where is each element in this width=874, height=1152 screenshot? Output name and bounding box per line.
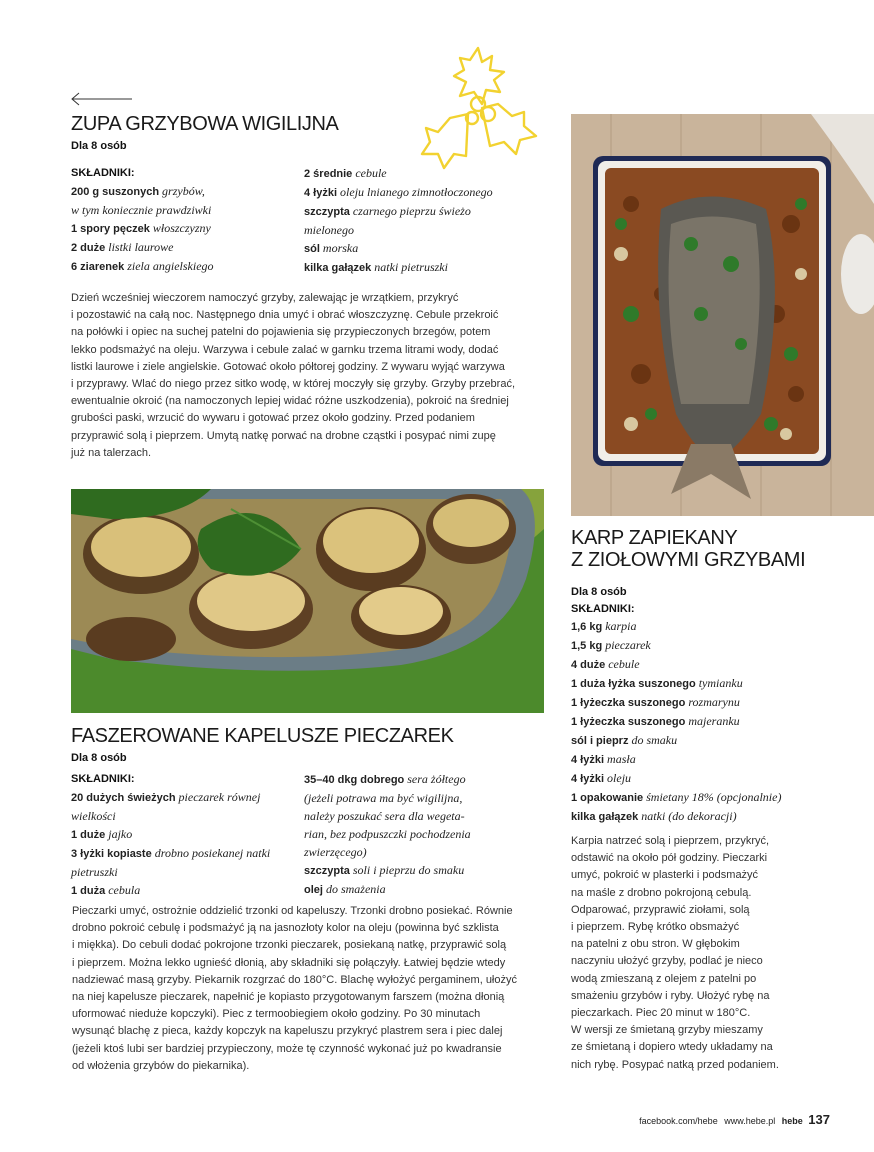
- mushrooms-serves: Dla 8 osób: [71, 752, 127, 764]
- ingredient-amount: 4 łyżki: [304, 187, 338, 199]
- ingredient-line: [71, 238, 214, 257]
- ingredient-amount: 2 duże: [71, 242, 106, 254]
- ingredient-line: [71, 863, 270, 881]
- method-line: i miękka). Do cebuli dodać pokrojone trzonki pieczarek, posiekaną natkę, przyprawić solą: [72, 939, 507, 952]
- ingredient-amount: sól: [304, 243, 320, 255]
- method-line: listki laurowe i ziele angielskie. Gotować około półtorej godziny. Z wywaru wyjąć warzywa: [71, 360, 505, 373]
- ingredient-line: [304, 770, 471, 789]
- ingredient-line: [304, 202, 493, 221]
- ingredient-line: [71, 881, 270, 900]
- method-line: (jeżeli ktoś lubi ser bardziej przypieczony, może tę czynność wykonać już po kwadransie: [72, 1042, 502, 1055]
- ingredient-name: mielonego: [304, 223, 354, 237]
- ingredient-name: (jeżeli potrawa ma być wigilijna,: [304, 791, 463, 805]
- method-line: Karpia natrzeć solą i pieprzem, przykryć,: [571, 835, 770, 847]
- carp-ingredients-label: SKŁADNIKI:: [571, 603, 635, 615]
- ingredient-line: [71, 807, 270, 825]
- carp-method: [571, 833, 779, 1074]
- method-line: W wersji ze śmietaną grzyby mieszamy: [571, 1024, 763, 1037]
- ingredient-name: wielkości: [71, 809, 116, 823]
- soup-method: [71, 290, 515, 462]
- ingredient-name: majeranku: [685, 714, 740, 728]
- ingredient-amount: 1 spory pęczek: [71, 223, 150, 235]
- ingredient-amount: sól i pieprz: [571, 735, 629, 747]
- ingredient-name: natki pietruszki: [371, 260, 448, 274]
- ingredient-line: [571, 674, 781, 693]
- ingredient-name: listki laurowe: [105, 240, 174, 254]
- ingredient-line: [304, 164, 493, 183]
- footer-site[interactable]: www.hebe.pl: [724, 1116, 776, 1126]
- page-number: 137: [808, 1112, 830, 1127]
- ingredient-amount: 4 duże: [571, 659, 606, 671]
- ingredient-name: czarnego pieprzu świeżo: [349, 204, 471, 218]
- ingredient-amount: 1,5 kg: [571, 640, 603, 652]
- method-line: i pieprzem. Można lekko ugnieść dłonią, aby składniki się połączyły. Łatwiej będzie wtedy: [72, 956, 506, 969]
- method-line: Dzień wcześniej wieczorem namoczyć grzyby, zalewając je wrzątkiem, przykryć: [71, 292, 459, 304]
- method-line: na niej kapelusze pieczarek, napełnić je kopiasto przygotowanym farszem (można dłonią: [72, 991, 505, 1004]
- soup-serves: Dla 8 osób: [71, 140, 127, 152]
- method-line: ze śmietaną i dopiero wtedy układamy na: [571, 1041, 773, 1054]
- method-line: umyć, pokroić w plasterki i podsmażyć: [571, 869, 759, 882]
- ingredient-amount: szczypta: [304, 206, 350, 218]
- ingredient-name: cebule: [352, 166, 387, 180]
- ingredient-line: [571, 712, 781, 731]
- ingredient-name: drobno posiekanej natki: [151, 846, 271, 860]
- ingredient-line: [71, 201, 214, 219]
- method-line: pieczarkach. Piec 20 minut w 180°C.: [571, 1007, 751, 1020]
- ingredient-line: [71, 257, 214, 276]
- ingredient-line: [71, 182, 214, 201]
- ingredient-name: rozmarynu: [685, 695, 740, 709]
- ingredient-name: pietruszki: [71, 865, 118, 879]
- method-line: wysunąć blachę z pieca, każdy kopczyk na kapeluszu przykryć plastrem sera i piec dalej: [72, 1025, 503, 1038]
- holly-decoration-icon: [420, 42, 542, 178]
- ingredient-name: ziela angielskiego: [124, 259, 214, 273]
- ingredient-amount: 4 łyżki: [571, 773, 605, 785]
- footer-facebook[interactable]: facebook.com/hebe: [639, 1116, 718, 1126]
- ingredient-line: [304, 789, 471, 807]
- ingredient-name: włoszczyzny: [149, 221, 211, 235]
- method-line: nadziewać masą grzyby. Piekarnik rozgrzać do 180°C. Blachę wyłożyć pergaminem, ułożyć: [72, 973, 517, 986]
- ingredient-name: należy poszukać sera dla wegeta-: [304, 809, 465, 823]
- ingredient-line: [571, 769, 781, 788]
- ingredient-line: [71, 219, 214, 238]
- method-line: już na talerzach.: [71, 446, 152, 459]
- ingredient-name: natki (do dekoracji): [638, 809, 737, 823]
- ingredient-amount: szczypta: [304, 865, 350, 877]
- carp-photo: [571, 114, 874, 516]
- ingredient-amount: 1 duża: [71, 885, 106, 897]
- ingredient-line: [571, 655, 781, 674]
- ingredient-line: [571, 750, 781, 769]
- mushrooms-ingredients-left: [71, 788, 270, 900]
- ingredient-amount: 200 g suszonych: [71, 186, 160, 198]
- ingredient-name: soli i pieprzu do smaku: [349, 863, 465, 877]
- method-line: grubości paski, wrzucić do wywaru i gotować przez około godziny. Przed podaniem: [71, 412, 475, 425]
- method-line: Odparować, przyprawić ziołami, solą: [571, 903, 750, 916]
- method-line: Pieczarki umyć, ostrożnie oddzielić trzonki od kapeluszy. Trzonki drobno posiekać. Równie: [72, 905, 513, 917]
- ingredient-name: pieczarek: [602, 638, 651, 652]
- ingredient-line: [71, 825, 270, 844]
- method-line: i pieprzem. Rybę krótko obsmażyć: [571, 921, 740, 934]
- ingredient-name: jajko: [105, 827, 133, 841]
- ingredient-line: [304, 843, 471, 861]
- ingredient-amount: 3 łyżki kopiaste: [71, 848, 152, 860]
- method-line: na patelni z obu stron. W głębokim: [571, 938, 740, 951]
- ingredient-name: tymianku: [695, 676, 743, 690]
- stuffed-mushrooms-photo: [71, 489, 544, 713]
- ingredient-name: śmietany 18% (opcjonalnie): [643, 790, 782, 804]
- ingredient-amount: 1 opakowanie: [571, 792, 644, 804]
- ingredient-line: [304, 807, 471, 825]
- ingredient-name: oleju: [604, 771, 632, 785]
- method-line: ewentualnie okroić (na namoczonych lepiej widać różne uszkodzenia), pokroić na średniej: [71, 395, 509, 408]
- ingredient-line: [571, 731, 781, 750]
- ingredient-line: [304, 861, 471, 880]
- ingredient-line: [571, 636, 781, 655]
- ingredient-amount: 35–40 dkg dobrego: [304, 774, 405, 786]
- method-line: na połówki i opiec na suchej patelni do pojawienia się przypieczonych brzegów, potem: [71, 326, 491, 339]
- ingredient-amount: 4 łyżki: [571, 754, 605, 766]
- ingredient-amount: 1 łyżeczka suszonego: [571, 697, 686, 709]
- carp-title-line2: Z ZIOŁOWYMI GRZYBAMI: [571, 549, 806, 571]
- stuffed-mushrooms-image: [71, 489, 544, 713]
- ingredient-name: karpia: [602, 619, 637, 633]
- ingredient-amount: 1 łyżeczka suszonego: [571, 716, 686, 728]
- soup-ingredients-left: [71, 182, 214, 276]
- method-line: na maśle z drobno pokrojoną cebulą.: [571, 886, 752, 899]
- ingredient-line: [571, 693, 781, 712]
- ingredient-line: [304, 221, 493, 239]
- method-line: smażeniu grzybów i ryby. Ułożyć rybę na: [571, 989, 770, 1002]
- carp-ingredients: [571, 617, 781, 826]
- ingredient-amount: 1,6 kg: [571, 621, 603, 633]
- method-line: nich rybę. Posypać natką przed podaniem.: [571, 1058, 779, 1071]
- ingredient-name: masła: [604, 752, 636, 766]
- mushrooms-ingredients-label: SKŁADNIKI:: [71, 773, 135, 785]
- ingredient-amount: kilka gałązek: [304, 262, 372, 274]
- soup-ingredients-label: SKŁADNIKI:: [71, 167, 135, 179]
- method-line: wodą zmieszaną z olejem z patelni po: [571, 972, 757, 985]
- method-line: odstawić na około pół godziny. Pieczarki: [571, 852, 768, 865]
- ingredient-amount: olej: [304, 884, 323, 896]
- ingredient-line: [304, 880, 471, 899]
- ingredient-line: [304, 183, 493, 202]
- ingredient-name: grzybów,: [159, 184, 205, 198]
- ingredient-amount: 2 średnie: [304, 168, 353, 180]
- method-line: i pozostawić na całą noc. Następnego dnia umyć i obrać włoszczyznę. Cebule przekroić: [71, 309, 499, 322]
- method-line: uformować nieduże kopczyki). Piec z termoobiegiem około godziny. Po 30 minutach: [72, 1008, 481, 1021]
- ingredient-line: [571, 807, 781, 826]
- mushrooms-method: [72, 903, 517, 1075]
- footer-brand: hebe: [781, 1116, 803, 1126]
- soup-ingredients-right: [304, 164, 493, 277]
- back-arrow-icon[interactable]: [70, 92, 134, 106]
- baked-carp-image: [571, 114, 874, 516]
- carp-serves: Dla 8 osób: [571, 586, 627, 598]
- carp-title-line1: KARP ZAPIEKANY: [571, 527, 738, 549]
- ingredient-line: [571, 788, 781, 807]
- method-line: od włożenia grzybów do piekarnika).: [72, 1059, 250, 1072]
- ingredient-line: [304, 239, 493, 258]
- page-footer: [639, 1112, 830, 1127]
- method-line: przyprawić solą i pieprzem. Umytą natkę porwać na drobne cząstki i posypać nimi zupę: [71, 429, 496, 442]
- ingredient-name: rian, bez podpuszczki pochodzenia: [304, 827, 471, 841]
- ingredient-name: sera żółtego: [404, 772, 466, 786]
- ingredient-name: cebula: [105, 883, 141, 897]
- mushrooms-ingredients-right: [304, 770, 471, 899]
- ingredient-name: do smaku: [628, 733, 678, 747]
- ingredient-amount: 1 duże: [71, 829, 106, 841]
- ingredient-name: do smażenia: [322, 882, 386, 896]
- method-line: i przyprawy. Wlać do niego przez sitko wodę, w której moczyły się grzyby. Grzyby przebrać,: [71, 378, 516, 391]
- ingredient-name: cebule: [605, 657, 640, 671]
- ingredient-name: w tym koniecznie prawdziwki: [71, 203, 212, 217]
- ingredient-line: [571, 617, 781, 636]
- ingredient-name: pieczarek równej: [175, 790, 261, 804]
- method-line: lekko podsmażyć na oleju. Warzywa i cebule zalać w garnku trzema litrami wody, dodać: [71, 343, 499, 356]
- ingredient-amount: kilka gałązek: [571, 811, 639, 823]
- method-line: drobno pokroić cebulę i podsmażyć ją na jasnozłoty kolor na oleju (powinna być szklista: [72, 922, 499, 935]
- ingredient-amount: 6 ziarenek: [71, 261, 125, 273]
- soup-title: ZUPA GRZYBOWA WIGILIJNA: [71, 113, 339, 135]
- ingredient-amount: 20 dużych świeżych: [71, 792, 176, 804]
- ingredient-amount: 1 duża łyżka suszonego: [571, 678, 696, 690]
- ingredient-name: morska: [319, 241, 359, 255]
- ingredient-line: [71, 844, 270, 863]
- ingredient-line: [304, 258, 493, 277]
- ingredient-name: oleju lnianego zimnotłoczonego: [337, 185, 493, 199]
- mushrooms-title: FASZEROWANE KAPELUSZE PIECZAREK: [71, 725, 454, 747]
- ingredient-line: [304, 825, 471, 843]
- ingredient-name: zwierzęcego): [304, 845, 367, 859]
- ingredient-line: [71, 788, 270, 807]
- method-line: naczyniu ułożyć grzyby, podlać je nieco: [571, 955, 763, 968]
